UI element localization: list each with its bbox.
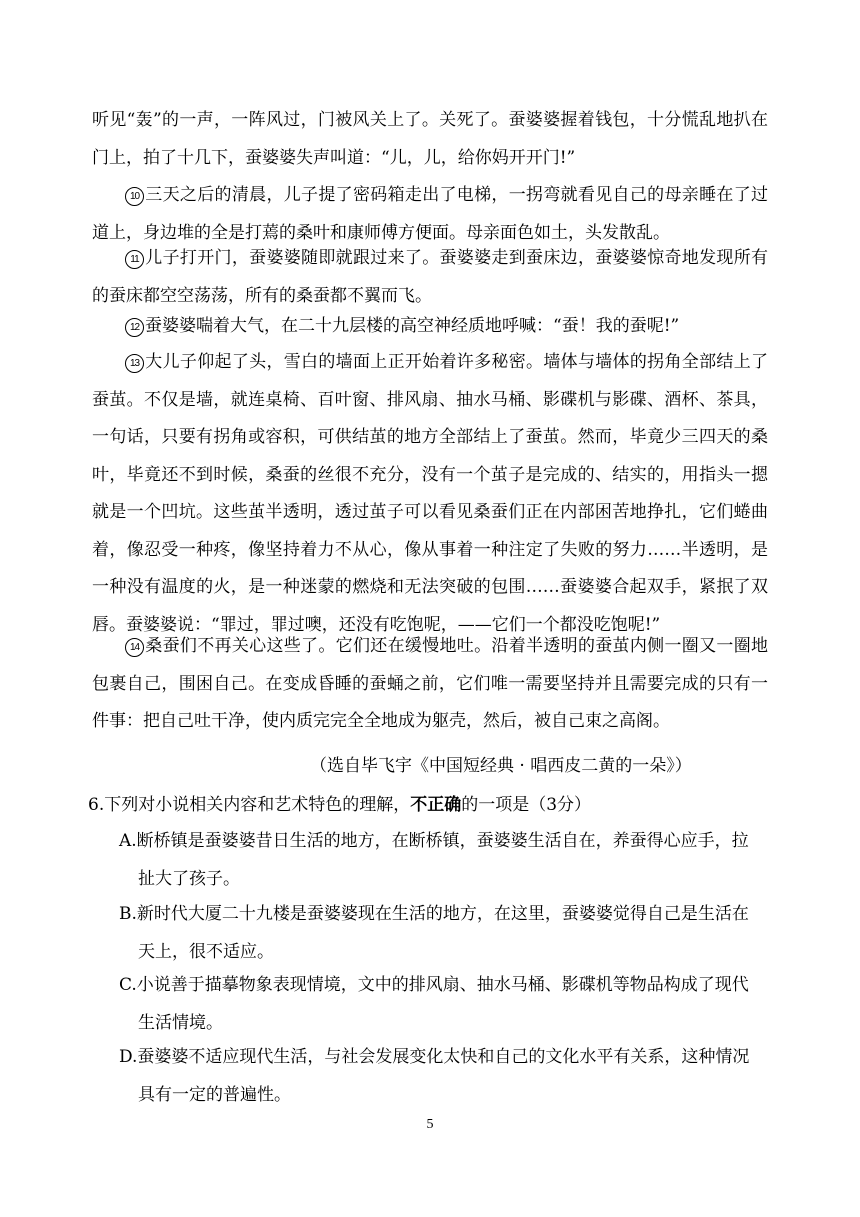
paragraph-text: 蚕婆婆喘着大气，在二十九层楼的高空神经质地呼喊：“蚕！我的蚕呢!” xyxy=(145,316,680,336)
question-stem xyxy=(88,786,768,824)
option-c[interactable] xyxy=(119,967,769,1042)
option-text-continued: 生活情境。 xyxy=(138,1012,223,1033)
paragraph-text: 三天之后的清晨，儿子提了密码箱走出了电梯，一拐弯就看见自己的母亲睡在了过道上，身边堆的全是打蔫的桑叶和康师傅方便面。母亲面色如土，头发散乱。 xyxy=(92,185,768,243)
question-suffix: 的一项是（3分） xyxy=(461,795,592,815)
paragraph-14 xyxy=(92,628,768,741)
option-d[interactable] xyxy=(119,1039,769,1114)
paragraph-text: 桑蚕们不再关心这些了。它们还在缓慢地吐。沿着半透明的蚕茧内侧一圈又一圈地包裹自己，围困自己。在变成昏睡的蚕蛹之前，它们唯一需要坚持并且需要完成的只有一件事：把自己吐干净，使内质完完全全地成为躯壳，然后，被自己束之高阁。 xyxy=(92,636,768,731)
paragraph-number-badge: 13 xyxy=(125,354,144,373)
paragraph-continued xyxy=(92,102,768,177)
option-b[interactable] xyxy=(119,896,769,971)
paragraph-11 xyxy=(92,240,768,315)
paragraph-13 xyxy=(92,344,768,644)
option-text-continued: 具有一定的普遍性。 xyxy=(138,1084,291,1105)
paragraph-number-badge: 11 xyxy=(125,250,144,269)
question-emphasis: 不正确 xyxy=(410,795,462,814)
paragraph-text: 听见“轰”的一声，一阵风过，门被风关上了。关死了。蚕婆婆握着钱包，十分慌乱地扒在门上，拍了十几下，蚕婆婆失声叫道：“儿，儿，给你妈开开门!” xyxy=(92,110,768,168)
option-text: A.断桥镇是蚕婆婆昔日生活的地方，在断桥镇，蚕婆婆生活自在，养蚕得心应手，拉 xyxy=(119,831,749,851)
option-text: C.小说善于描摹物象表现情境，文中的排风扇、抽水马桶、影碟机等物品构成了现代 xyxy=(119,975,749,995)
option-text: B.新时代大厦二十九楼是蚕婆婆现在生活的地方，在这里，蚕婆婆觉得自己是生活在 xyxy=(119,904,749,924)
paragraph-number-badge: 12 xyxy=(125,318,144,337)
page-number: 5 xyxy=(426,1117,434,1132)
paragraph-number-badge: 10 xyxy=(125,187,144,206)
option-text: D.蚕婆婆不适应现代生活，与社会发展变化太快和自己的文化水平有关系，这种情况 xyxy=(119,1047,750,1067)
paragraph-number-badge: 14 xyxy=(125,638,144,657)
option-text-continued: 天上，很不适应。 xyxy=(138,941,274,962)
option-text-continued: 扯大了孩子。 xyxy=(138,868,240,889)
paragraph-text: 大儿子仰起了头，雪白的墙面上正开始着许多秘密。墙体与墙体的拐角全部结上了蚕茧。不仅是墙，就连桌椅、百叶窗、排风扇、抽水马桶、影碟机与影碟、酒杯、茶具，一句话，只要有拐角或容积，可供结茧的地方全部结上了蚕茧。然而，毕竟少三四天的桑叶，毕竟还不到时候，桑蚕的丝很不充分，没有一个茧子是完成的、结实的，用指头一摁就是一个凹坑。这些茧半透明，透过茧子可以看见桑蚕们正在内部困苦地挣扎，它们蜷曲着，像忍受一种疼，像坚持着力不从心，像从事着一种注定了失败的努力……半透明，是一种没有温度的火，是一种迷蒙的燃烧和无法突破的包围……蚕婆婆合起双手，紧抿了双唇。蚕婆婆说：“罪过，罪过噢，还没有吃饱呢，——它们一个都没吃饱呢!” xyxy=(92,352,768,635)
paragraph-text: 儿子打开门，蚕婆婆随即就跟过来了。蚕婆婆走到蚕床边，蚕婆婆惊奇地发现所有的蚕床都空空荡荡，所有的桑蚕都不翼而飞。 xyxy=(92,248,768,306)
source-citation: （选自毕飞宇《中国短经典 · 唱西皮二黄的一朵》） xyxy=(310,756,692,776)
option-a[interactable] xyxy=(119,823,769,898)
question-prefix: 6.下列对小说相关内容和艺术特色的理解， xyxy=(88,795,411,815)
paragraph-12 xyxy=(92,308,768,346)
